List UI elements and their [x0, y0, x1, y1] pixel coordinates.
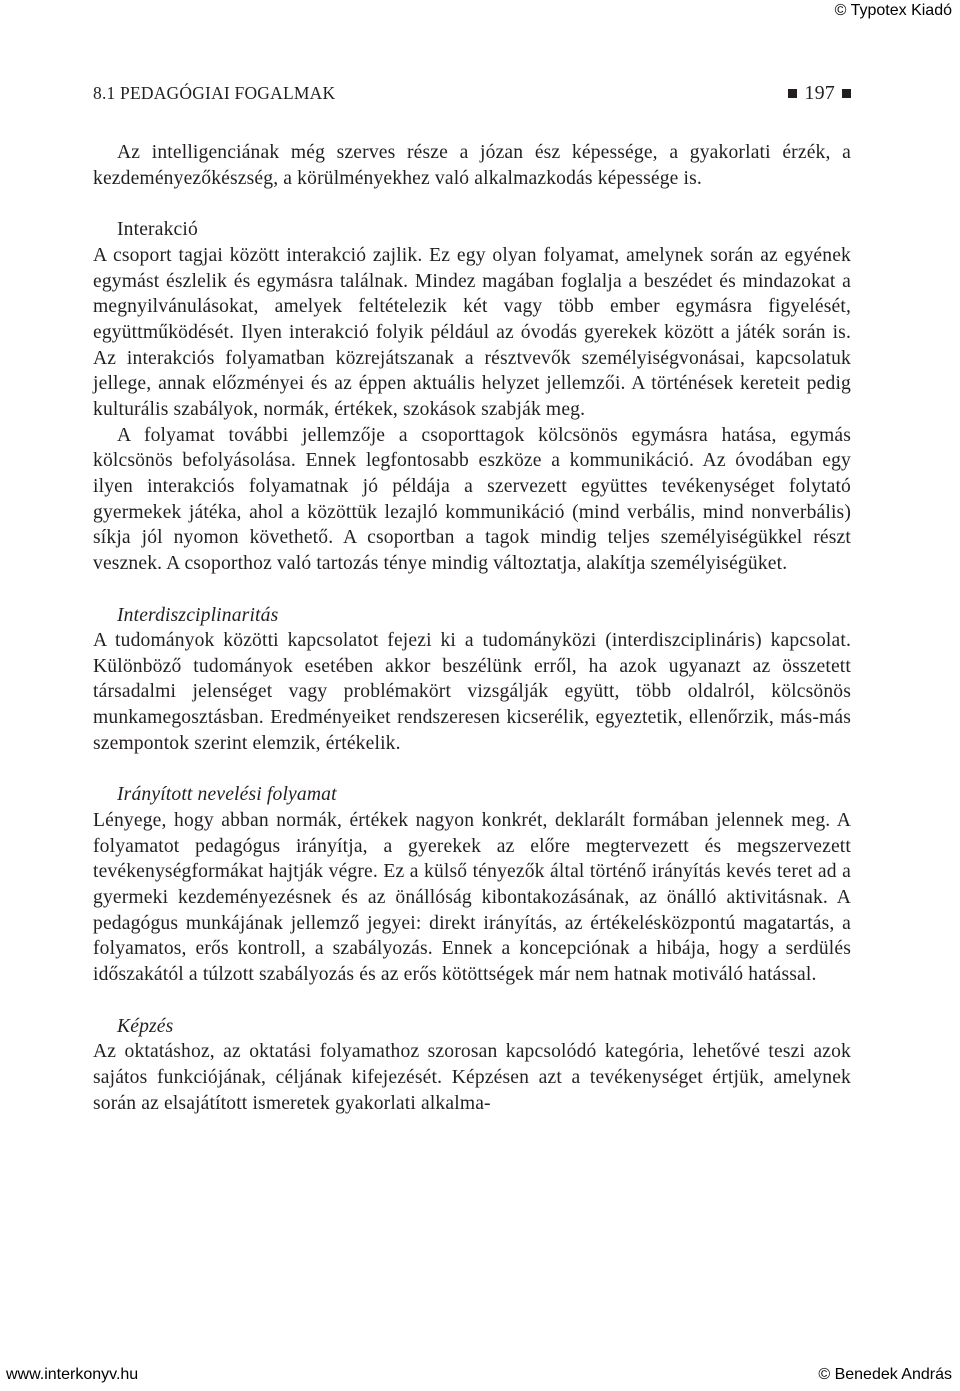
- entry-paragraph: A tudományok közötti kapcsolatot fejezi ki a tudományközi (interdiszciplináris) kapcsolat. Különböző tudományok esetében akkor beszélünk erről, ha azok ugyanazt az összetett társadalmi jelenséget vagy problémakört vizsgálják együtt, több oldalról, kölcsönös munkamegosztásban. Eredményeiket rendszeresen kicserélik, egyeztetik, ellenőrzik, más-más szempontok szerint elemzik, értékelik.: [93, 630, 851, 754]
- entry-iranyitott-nevelesi-folyamat: [93, 782, 851, 987]
- entry-term: Képzés: [117, 1015, 174, 1037]
- square-bullet-icon: [842, 89, 851, 98]
- page-number-group: [788, 80, 851, 106]
- running-head: [93, 80, 851, 106]
- entry-term: Irányított nevelési folyamat: [117, 784, 337, 806]
- page-body: [93, 140, 851, 1116]
- entry-paragraph: Lényege, hogy abban normák, értékek nagyon konkrét, deklarált formában jelennek meg. A folyamatot pedagógus irányítja, a gyerekek az előre megtervezett és megszervezett tevékenységformákat hajtják végre. Ez a külső tényezők által történő irányítás kevés teret ad a gyermeki kezdeményezésnek és az önállóság kibontakozásának, az önálló aktivitásnak. A pedagógus munkájának jellemző jegyei: direkt irányítás, az értékelésközpontú magatartás, a folyamatos, erős kontroll, a szabályozás. Ennek a koncepciónak a hibája, hogy a serdülés időszakától a túlzott szabályozás és az erős kötöttségek már nem hatnak motiváló hatással.: [93, 810, 851, 986]
- publisher-copyright: © Typotex Kiadó: [834, 2, 952, 19]
- entry-interakcio: [93, 217, 851, 576]
- entry-interdiszciplinaritas: [93, 603, 851, 757]
- entry-paragraph: A csoport tagjai között interakció zajlik. Ez egy olyan folyamat, amelynek során az egyének egymást észlelik és egymásra találnak. Mindez magában foglalja a beszédet és mindazokat a megnyilvánulásokat, amelyek feltételezik két vagy több ember egymásra figyelését, együttműködését. Ilyen interakció folyik például az óvodás gyerekek között a játék során is. Az interakciós folyamatban közrejátszanak a résztvevők személyiségvonásai, kapcsolatuk jellege, annak előzményei és az éppen aktuális helyzet jellemzői. A történések kereteit pedig kulturális szabályok, normák, értékek, szokások szabják meg.: [93, 244, 851, 420]
- intro-paragraph: Az intelligenciának még szerves része a józan ész képessége, a gyakorlati érzék, a kezdeményezőkészség, a körülményekhez való alkalmazkodás képessége is.: [93, 142, 851, 189]
- square-bullet-icon: [788, 89, 797, 98]
- website-link[interactable]: www.interkonyv.hu: [6, 1366, 139, 1383]
- entry-kepzes: [93, 1014, 851, 1117]
- entry-paragraph: A folyamat további jellemzője a csoporttagok kölcsönös egymásra hatása, egymás kölcsönös befolyásolása. Ennek legfontosabb eszköze a kommunikáció. Az óvodában egy ilyen interakciós folyamatnak jó példája a szervezett együttes tevékenységet folytató gyermekek játéka, ahol a közöttük lezajló kommunikáció (mind verbális, mind nonverbális) síkja jól nyomon követhető. A csoportban a tagok mindig teljes személyiségükkel részt vesznek. A csoporthoz való tartozás ténye mindig változtatja, alakítja személyiségüket.: [93, 424, 851, 574]
- author-copyright: © Benedek András: [818, 1366, 952, 1383]
- entry-term: Interdiszciplinaritás: [117, 604, 279, 626]
- entry-term: Interakció: [117, 219, 198, 241]
- entry-paragraph: Az oktatáshoz, az oktatási folyamathoz szorosan kapcsolódó kategória, lehetővé teszi azok sajátos funkciójának, céljának kifejezését. Képzésen azt a tevékenységet értjük, amelynek során az elsajátított ismeretek gyakorlati alkalma-: [93, 1041, 851, 1114]
- section-title: 8.1 PEDAGÓGIAI FOGALMAK: [93, 83, 336, 103]
- page-number: 197: [804, 82, 835, 104]
